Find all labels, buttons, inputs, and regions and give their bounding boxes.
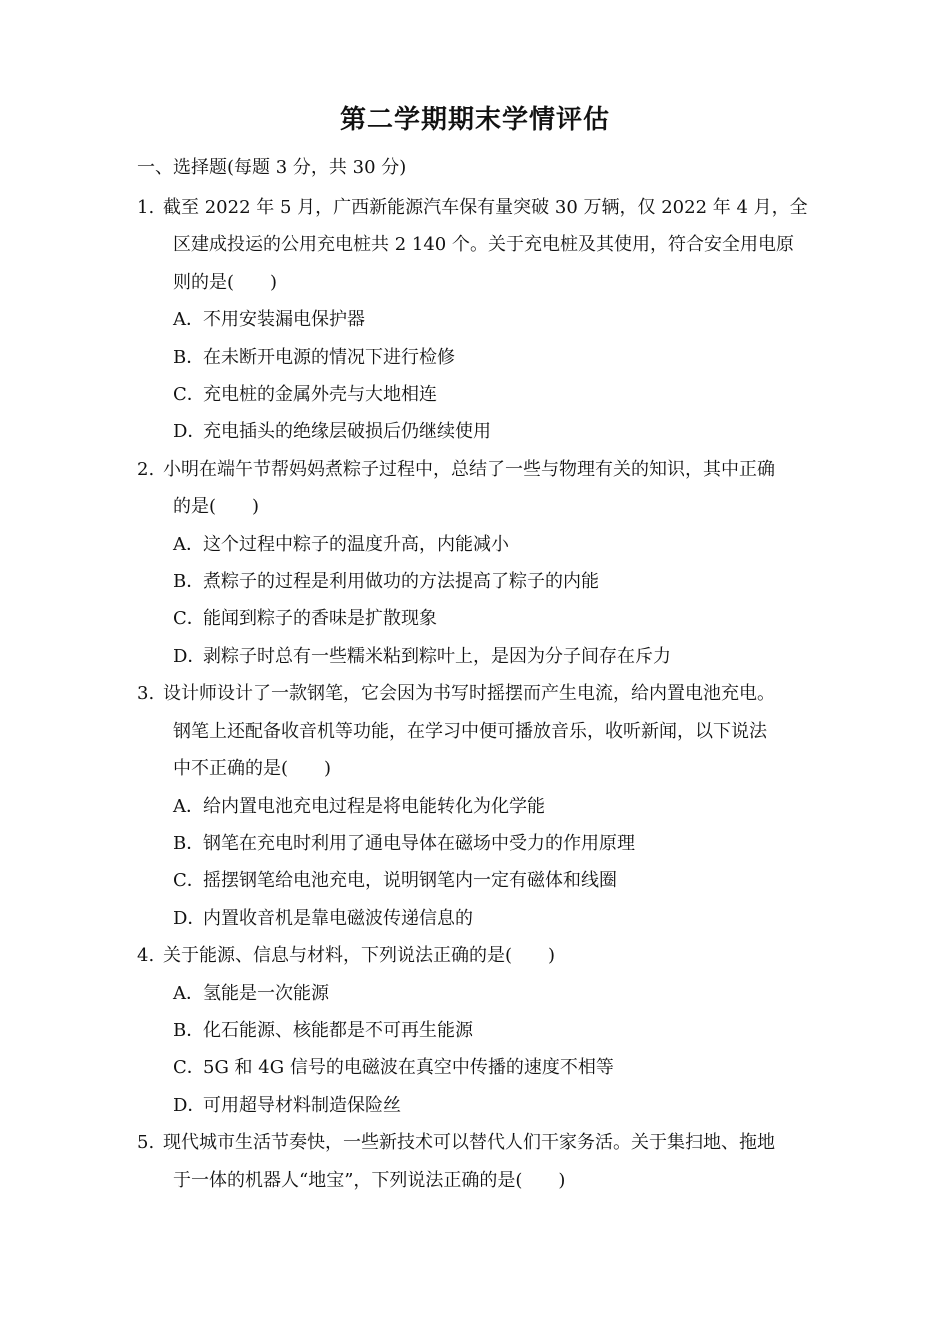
option-letter: B． <box>173 571 205 593</box>
question-text-line: 则的是( ) <box>173 271 278 293</box>
option-letter: C． <box>173 608 205 630</box>
option-a <box>137 975 827 1012</box>
option-text: 钢笔在充电时利用了通电导体在磁场中受力的作用原理 <box>203 832 635 854</box>
question-text <box>163 675 827 787</box>
option-text: 给内置电池充电过程是将电能转化为化学能 <box>203 795 545 817</box>
question-text-line: 中不正确的是( ) <box>173 758 332 780</box>
question-2 <box>137 451 827 675</box>
option-b <box>137 339 827 376</box>
question-text-line: 区建成投运的公用充电桩共 2 140 个。关于充电桩及其使用，符合安全用电原 <box>173 234 794 256</box>
option-text: 内置收音机是靠电磁波传递信息的 <box>203 907 473 929</box>
option-a <box>137 788 827 825</box>
question-number: 5. <box>137 1132 155 1154</box>
question-text <box>163 189 827 301</box>
option-d <box>137 900 827 937</box>
option-letter: B． <box>173 832 205 854</box>
option-text: 剥粽子时总有一些糯米粘到粽叶上，是因为分子间存在斥力 <box>203 645 671 667</box>
option-text: 氢能是一次能源 <box>203 982 329 1004</box>
option-letter: C． <box>173 870 205 892</box>
option-b <box>137 825 827 862</box>
question-text-line: 设计师设计了一款钢笔，它会因为书写时摇摆而产生电流，给内置电池充电。 <box>163 683 775 705</box>
option-d <box>137 638 827 675</box>
option-b <box>137 1012 827 1049</box>
question-text-line: 的是( ) <box>173 496 260 518</box>
question-number: 3. <box>137 683 155 705</box>
question-text-line: 关于能源、信息与材料，下列说法正确的是( ) <box>163 945 556 967</box>
option-letter: C． <box>173 384 205 406</box>
option-letter: B． <box>173 1019 205 1041</box>
option-text: 不用安装漏电保护器 <box>203 309 365 331</box>
option-text: 能闻到粽子的香味是扩散现象 <box>203 608 437 630</box>
option-list <box>137 301 827 451</box>
option-text: 充电桩的金属外壳与大地相连 <box>203 384 437 406</box>
option-text: 摇摆钢笔给电池充电，说明钢笔内一定有磁体和线圈 <box>203 870 617 892</box>
option-list <box>137 788 827 938</box>
option-text: 化石能源、核能都是不可再生能源 <box>203 1019 473 1041</box>
option-letter: D． <box>173 645 206 667</box>
option-letter: A． <box>173 309 204 331</box>
question-text-line: 钢笔上还配备收音机等功能，在学习中便可播放音乐，收听新闻，以下说法 <box>173 720 767 742</box>
option-letter: C． <box>173 1057 205 1079</box>
option-a <box>137 301 827 338</box>
question-stem <box>137 675 827 787</box>
question-text <box>163 1124 827 1199</box>
question-3 <box>137 675 827 937</box>
option-text: 煮粽子的过程是利用做功的方法提高了粽子的内能 <box>203 571 599 593</box>
option-text: 这个过程中粽子的温度升高，内能减小 <box>203 533 509 555</box>
option-letter: D． <box>173 1094 206 1116</box>
question-5 <box>137 1124 827 1199</box>
question-stem <box>137 1124 827 1199</box>
question-stem <box>137 937 827 974</box>
page-title: 第二学期期末学情评估 <box>339 105 610 135</box>
option-text: 充电插头的绝缘层破损后仍继续使用 <box>203 421 491 443</box>
question-number: 2. <box>137 458 155 480</box>
section-heading: 一、选择题(每题 3 分，共 30 分) <box>137 157 407 178</box>
question-stem <box>137 189 827 301</box>
option-b <box>137 563 827 600</box>
option-text: 在未断开电源的情况下进行检修 <box>203 346 455 368</box>
question-1 <box>137 189 827 451</box>
option-letter: B． <box>173 346 205 368</box>
option-letter: A． <box>173 533 204 555</box>
question-4 <box>137 937 827 1124</box>
option-d <box>137 1087 827 1124</box>
option-letter: D． <box>173 907 206 929</box>
question-number: 4. <box>137 945 155 967</box>
option-text: 可用超导材料制造保险丝 <box>203 1094 401 1116</box>
option-c <box>137 1049 827 1086</box>
question-text-line: 截至 2022 年 5 月，广西新能源汽车保有量突破 30 万辆，仅 2022 年 4 月，全 <box>163 197 808 218</box>
question-text <box>163 451 827 526</box>
option-c <box>137 600 827 637</box>
option-d <box>137 413 827 450</box>
question-text-line: 现代城市生活节奏快，一些新技术可以替代人们干家务活。关于集扫地、拖地 <box>163 1132 775 1154</box>
option-letter: A． <box>173 982 204 1004</box>
option-c <box>137 862 827 899</box>
question-text <box>163 937 827 974</box>
option-list <box>137 526 827 676</box>
option-letter: D． <box>173 421 206 443</box>
question-list <box>137 189 827 1199</box>
option-list <box>137 975 827 1125</box>
question-stem <box>137 451 827 526</box>
option-letter: A． <box>173 795 204 817</box>
question-text-line: 于一体的机器人“地宝”，下列说法正确的是( ) <box>173 1169 566 1191</box>
option-c <box>137 376 827 413</box>
question-text-line: 小明在端午节帮妈妈煮粽子过程中，总结了一些与物理有关的知识，其中正确 <box>163 458 775 480</box>
option-text: 5G 和 4G 信号的电磁波在真空中传播的速度不相等 <box>203 1057 614 1079</box>
option-a <box>137 526 827 563</box>
question-number: 1. <box>137 197 155 218</box>
